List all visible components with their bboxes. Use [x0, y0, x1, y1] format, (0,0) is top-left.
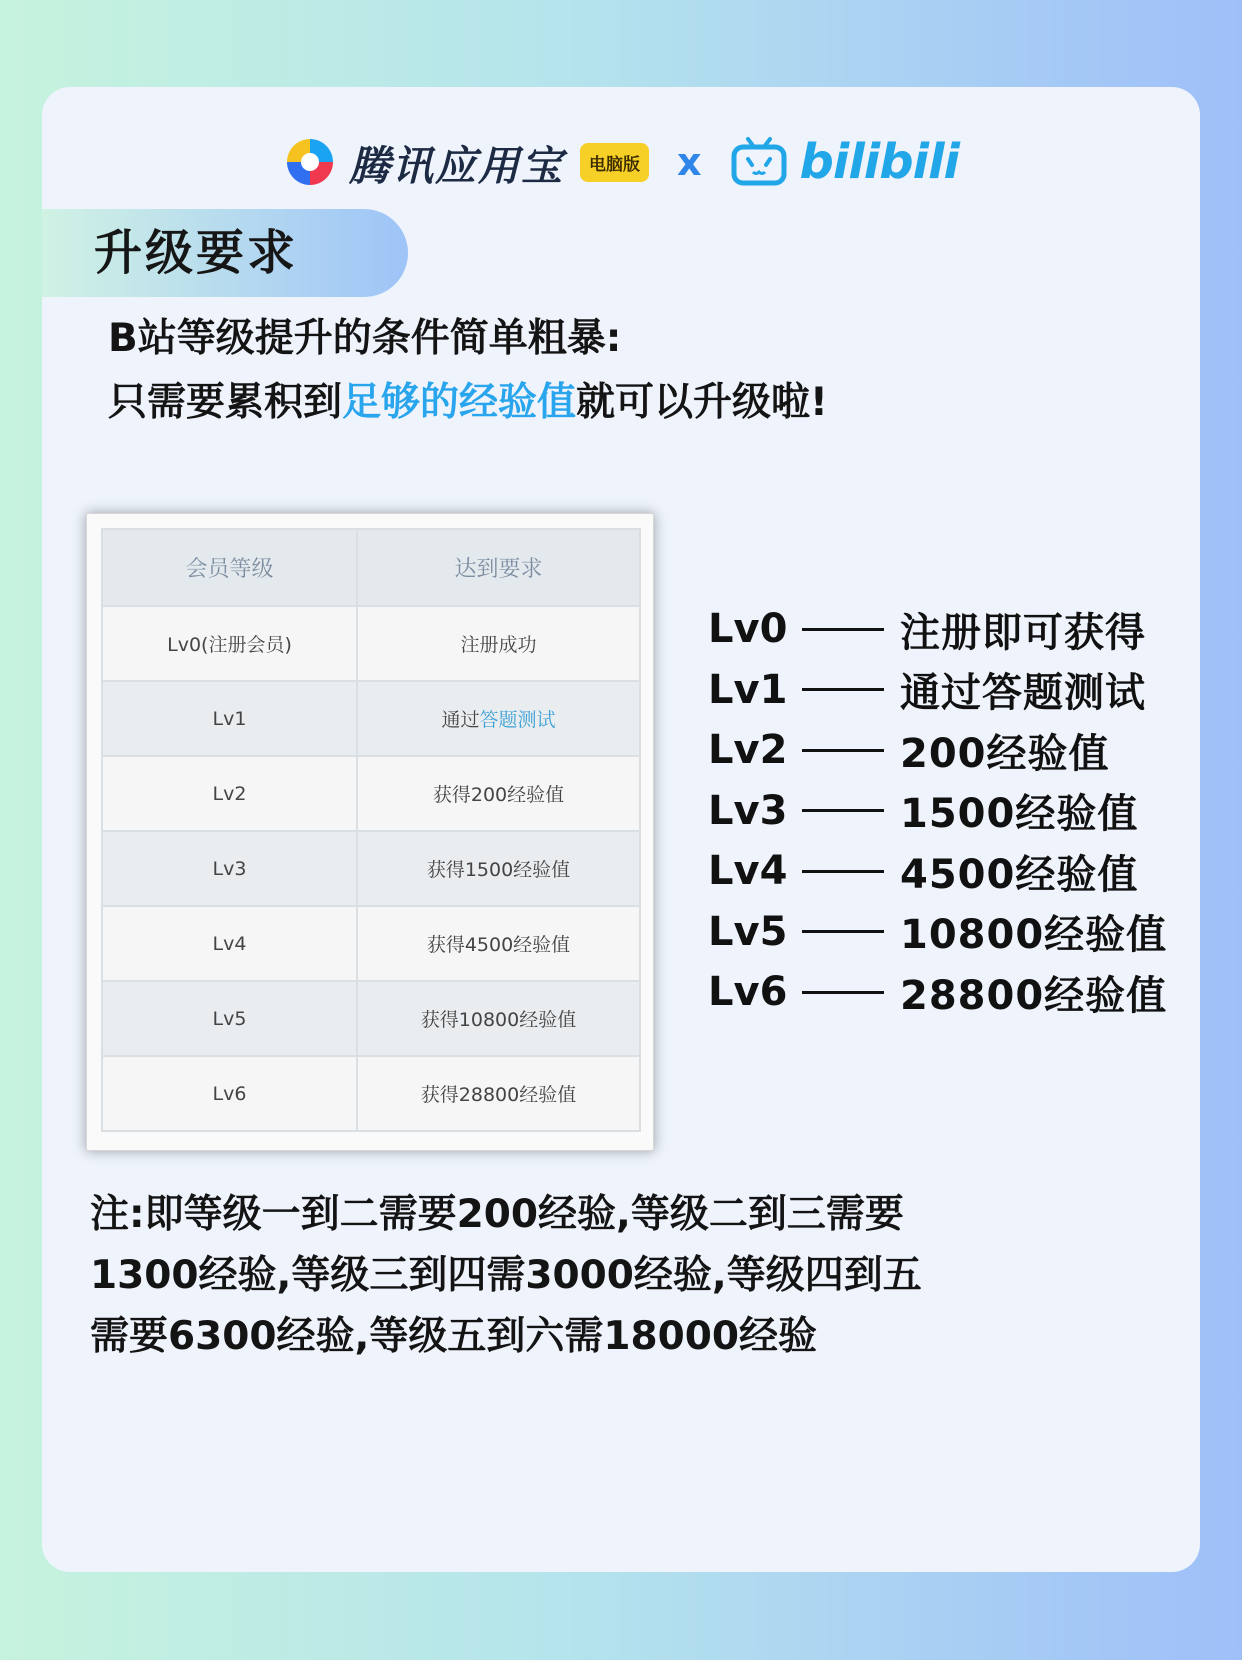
table-row [102, 831, 640, 906]
table-cell-requirement: 获得28800经验值 [357, 1056, 640, 1131]
level-requirement: 通过答题测试 [900, 670, 1146, 717]
table-row [102, 756, 640, 831]
level-summary-list [708, 599, 1188, 1023]
table-cell-requirement-text: 通过 [441, 709, 480, 731]
quiz-link[interactable]: 答题测试 [479, 709, 556, 731]
list-item [708, 599, 1188, 660]
list-item [708, 660, 1188, 721]
level-requirement: 10800经验值 [900, 912, 1168, 959]
level-code: Lv2 [708, 727, 788, 774]
table-cell-requirement: 获得1500经验值 [357, 831, 640, 906]
level-requirement: 200经验值 [900, 730, 1110, 777]
section-tab [42, 209, 408, 297]
level-requirement: 4500经验值 [900, 851, 1139, 898]
intro-text [108, 307, 1168, 435]
note-line-2: 1300经验,等级三到四需3000经验,等级四到五 [90, 1253, 922, 1298]
table-cell-level: Lv2 [102, 756, 357, 831]
list-item [708, 781, 1188, 842]
section-title: 升级要求 [94, 225, 299, 281]
dash-divider [802, 688, 884, 691]
table-cell-level: Lv4 [102, 906, 357, 981]
table-header-row [102, 529, 640, 606]
intro-line-2-before: 只需要累积到 [108, 380, 343, 425]
brand-badge: 电脑版 [580, 143, 649, 182]
note-line-3: 需要6300经验,等级五到六需18000经验 [90, 1314, 818, 1359]
dash-divider [802, 809, 884, 812]
dash-divider [802, 991, 884, 994]
table-cell-level: Lv5 [102, 981, 357, 1056]
dash-divider [802, 749, 884, 752]
note-text [90, 1184, 1170, 1367]
content-card [42, 87, 1200, 1572]
intro-line-2 [108, 371, 1168, 435]
level-table [101, 528, 641, 1132]
list-item [708, 841, 1188, 902]
list-item [708, 720, 1188, 781]
intro-line-2-after: 就可以升级啦! [576, 380, 828, 425]
table-cell-requirement: 获得4500经验值 [357, 906, 640, 981]
table-header-level: 会员等级 [102, 529, 357, 606]
intro-line-1: B站等级提升的条件简单粗暴: [108, 316, 622, 361]
table-row [102, 1056, 640, 1131]
table-cell-requirement: 获得200经验值 [357, 756, 640, 831]
table-cell-requirement: 获得10800经验值 [357, 981, 640, 1056]
dash-divider [802, 930, 884, 933]
table-row [102, 981, 640, 1056]
note-line-1: 注:即等级一到二需要200经验,等级二到三需要 [90, 1192, 904, 1237]
list-item [708, 902, 1188, 963]
dash-divider [802, 870, 884, 873]
bilibili-tv-icon [730, 135, 788, 189]
table-cell-requirement: 注册成功 [357, 606, 640, 681]
level-requirement: 28800经验值 [900, 972, 1168, 1019]
bilibili-wordmark: bilibili [799, 134, 959, 190]
level-code: Lv5 [708, 908, 788, 955]
level-code: Lv4 [708, 848, 788, 895]
list-item [708, 962, 1188, 1023]
brand-header [42, 127, 1200, 197]
intro-highlight: 足够的经验值 [342, 380, 577, 425]
table-row [102, 606, 640, 681]
table-cell-level: Lv0(注册会员) [102, 606, 357, 681]
collab-x-mark: x [677, 140, 702, 184]
brand-name: 腾讯应用宝 [349, 141, 565, 190]
yingyongbao-logo-icon [283, 135, 337, 189]
table-cell-level: Lv3 [102, 831, 357, 906]
level-code: Lv3 [708, 787, 788, 834]
table-header-requirement: 达到要求 [357, 529, 640, 606]
table-cell-level: Lv6 [102, 1056, 357, 1131]
level-requirement: 注册即可获得 [900, 609, 1146, 656]
table-cell-level: Lv1 [102, 681, 357, 756]
table-cell-requirement [357, 681, 640, 756]
level-code: Lv1 [708, 666, 788, 713]
dash-divider [802, 628, 884, 631]
level-requirement: 1500经验值 [900, 791, 1139, 838]
level-code: Lv6 [708, 969, 788, 1016]
level-code: Lv0 [708, 606, 788, 653]
table-row [102, 681, 640, 756]
level-table-screenshot [86, 513, 654, 1151]
table-row [102, 906, 640, 981]
